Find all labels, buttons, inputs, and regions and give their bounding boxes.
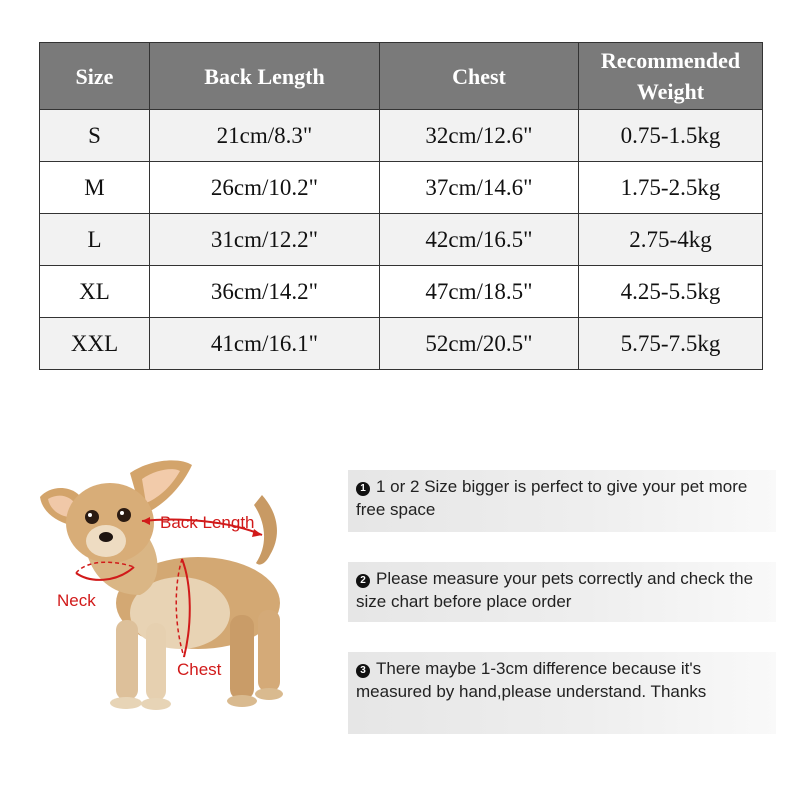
- cell-back-length: 21cm/8.3": [150, 110, 380, 162]
- number-3-icon: 3: [356, 664, 370, 678]
- cell-size: S: [40, 110, 150, 162]
- note-1: [348, 470, 776, 532]
- note-3: [348, 652, 776, 734]
- back-length-label: Back Length: [160, 513, 255, 532]
- header-chest: Chest: [380, 43, 579, 110]
- cell-chest: 47cm/18.5": [380, 266, 579, 318]
- note-3-text: There maybe 1-3cm difference because it's measured by hand,please understand. Thanks: [356, 659, 707, 701]
- cell-back-length: 41cm/16.1": [150, 318, 380, 370]
- cell-chest: 52cm/20.5": [380, 318, 579, 370]
- cell-weight: 4.25-5.5kg: [579, 266, 763, 318]
- note-2: [348, 562, 776, 622]
- cell-weight: 1.75-2.5kg: [579, 162, 763, 214]
- cell-back-length: 26cm/10.2": [150, 162, 380, 214]
- number-2-icon: 2: [356, 574, 370, 588]
- chest-label: Chest: [177, 660, 222, 679]
- cell-back-length: 31cm/12.2": [150, 214, 380, 266]
- cell-chest: 42cm/16.5": [380, 214, 579, 266]
- table-row: [40, 318, 763, 370]
- note-1-text: 1 or 2 Size bigger is perfect to give your pet more free space: [356, 477, 748, 519]
- cell-chest: 32cm/12.6": [380, 110, 579, 162]
- number-1-icon: 1: [356, 482, 370, 496]
- table-header-row: [40, 43, 763, 110]
- dog-measurement-figure: [30, 455, 340, 735]
- cell-back-length: 36cm/14.2": [150, 266, 380, 318]
- cell-size: M: [40, 162, 150, 214]
- cell-size: XXL: [40, 318, 150, 370]
- neck-label: Neck: [57, 591, 96, 610]
- table-row: [40, 162, 763, 214]
- header-recommended-weight: Recommended Weight: [579, 43, 763, 110]
- cell-weight: 2.75-4kg: [579, 214, 763, 266]
- header-size: Size: [40, 43, 150, 110]
- table-row: [40, 266, 763, 318]
- cell-weight: 0.75-1.5kg: [579, 110, 763, 162]
- size-chart-table: [39, 42, 763, 370]
- cell-weight: 5.75-7.5kg: [579, 318, 763, 370]
- table-row: [40, 110, 763, 162]
- cell-chest: 37cm/14.6": [380, 162, 579, 214]
- cell-size: XL: [40, 266, 150, 318]
- header-back-length: Back Length: [150, 43, 380, 110]
- cell-size: L: [40, 214, 150, 266]
- table-row: [40, 214, 763, 266]
- note-2-text: Please measure your pets correctly and check the size chart before place order: [356, 569, 754, 611]
